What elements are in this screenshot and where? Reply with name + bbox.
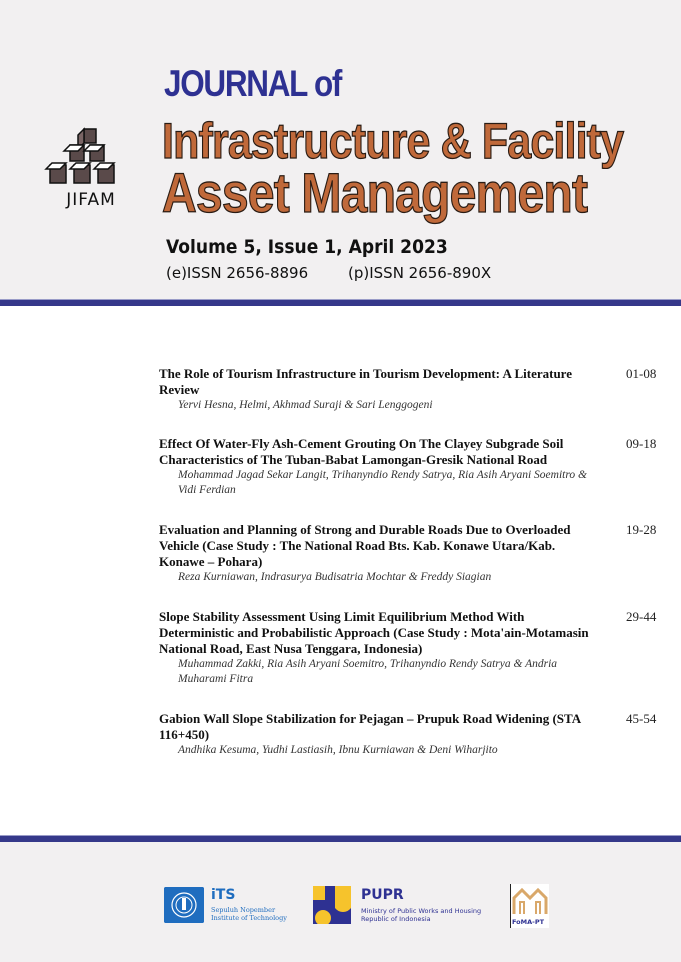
cover-header [0,0,681,299]
article-authors: Reza Kurniawan, Indrasurya Budisatria Mochtar & Freddy Siagian [178,571,492,583]
its-subtitle-1: Sepuluh Nopember [211,906,276,914]
article-pages: 19-28 [626,522,657,537]
sponsor-logos [0,884,681,929]
article-authors: Andhika Kesuma, Yudhi Lastiasih, Ibnu Kurniawan & Deni Wiharjito [178,744,498,756]
article-entry[interactable] [159,609,669,687]
article-title[interactable]: Effect Of Water-Fly Ash-Cement Grouting On The Clayey Subgrade Soil Characteristics of The Tuban-Babat Lamongan-Gresik National Road [159,436,564,467]
journal-prefix: JOURNAL of [164,63,342,104]
article-entry[interactable] [159,366,669,413]
article-title[interactable]: The Role of Tourism Infrastructure in Tourism Development: A Literature Review [159,366,572,397]
its-emblem-icon [164,887,204,923]
article-authors: Mohammad Jagad Sekar Langit, Trihanyndio Rendy Satrya, Ria Asih Aryani Soemitro & Vidi Ferdian [178,469,587,496]
volume-issue: Volume 5, Issue 1, April 2023 [166,236,448,258]
table-of-contents [159,366,669,758]
pupr-subtitle-1: Ministry of Public Works and Housing [361,907,482,915]
article-pages: 09-18 [626,436,657,451]
article-authors: Yervi Hesna, Helmi, Akhmad Suraji & Sari Lenggogeni [178,399,433,411]
article-pages: 01-08 [626,366,657,381]
article-entry[interactable] [159,522,669,585]
pupr-emblem-icon [313,886,351,924]
its-logo-text: iTS [211,887,236,903]
foma-logo-text: FoMA-PT [512,918,545,926]
article-entry[interactable] [159,436,669,498]
footer-divider [0,835,681,842]
pupr-logo-text: PUPR [361,887,404,903]
jifam-logo-text: JIFAM [66,190,116,210]
article-pages: 29-44 [626,609,657,624]
pupr-subtitle-2: Republic of Indonesia [361,915,431,923]
eissn: (e)ISSN 2656-8896 [166,264,309,282]
journal-title-line1: Infrastructure & Facility [162,113,624,169]
article-title[interactable]: Slope Stability Assessment Using Limit Equilibrium Method With Deterministic and Probabilistic Approach (Case Study : Mota'ain-Motamasin National Road, East Nusa Tenggara, Indonesia) [159,609,589,656]
pissn: (p)ISSN 2656-890X [348,264,492,282]
article-entry[interactable] [159,711,669,758]
article-title[interactable]: Evaluation and Planning of Strong and Durable Roads Due to Overloaded Vehicle (Case Study : The National Road Bts. Kab. Konawe Utara/Kab. Konawe – Pohara) [159,522,571,569]
header-divider [0,299,681,306]
journal-title-line2: Asset Management [162,161,588,224]
article-authors: Muhammad Zakki, Ria Asih Aryani Soemitro, Trihanyndio Rendy Satrya & Andria Muharami Fitra [178,658,558,685]
its-subtitle-2: Institute of Technology [211,914,287,922]
article-pages: 45-54 [626,711,657,726]
article-title[interactable]: Gabion Wall Slope Stabilization for Pejagan – Prupuk Road Widening (STA 116+450) [159,711,581,742]
